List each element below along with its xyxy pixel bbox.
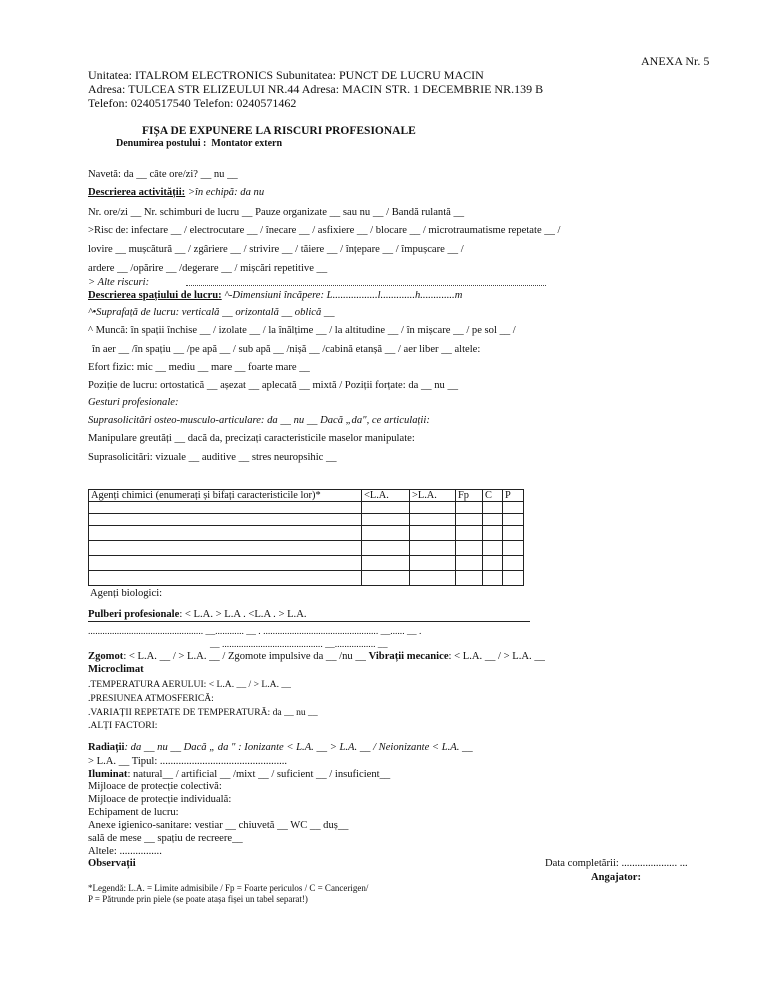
microclimate-label: Microclimat [88, 664, 144, 675]
other-factors-line: .ALȚI FACTORI: [88, 720, 158, 731]
hours-line: Nr. ore/zi __ Nr. schimburi de lucru __ Pauze organizate __ sau nu __ / Bandă rulantă __ [88, 207, 465, 218]
space-line: Descrierea spațiului de lucru: ^-Dimensiuni încăpere: L.................l.............h.............m [88, 290, 463, 301]
table-row [89, 514, 524, 526]
col-p: P [503, 490, 524, 502]
observations-label: Observații [88, 858, 136, 869]
radiation-line-2: > L.A. __ Tipul: ................................................ [88, 756, 288, 767]
table-row [89, 526, 524, 541]
col-below-la: <L.A. [362, 490, 410, 502]
dust-line-3: __ .......................................... __................. __ [210, 639, 388, 650]
dining-line: sală de mese __ spațiu de recreere__ [88, 833, 243, 844]
other-risks-dotline [186, 285, 546, 286]
temp-line: .TEMPERATURA AERULUI: < L.A. __ / > L.A. __ [88, 679, 291, 690]
dust-line-2: ................................................ __............ __ . ................................................ __...... __ . [88, 626, 422, 637]
table-header-row [89, 490, 524, 502]
col-above-la: >L.A. [410, 490, 456, 502]
dust-underline [88, 621, 530, 622]
employer-label: Angajator: [591, 872, 642, 883]
table-row [89, 571, 524, 586]
risk-line-2: lovire __ mușcătură __ / zgâriere __ / strivire __ / tăiere __ / înțepare __ / împușcare __ / [88, 244, 464, 255]
chemical-agents-table [88, 489, 524, 586]
other-risks: > Alte riscuri: [88, 277, 150, 288]
temp-variation-line: .VARIAȚII REPETATE DE TEMPERATURĂ: da __ nu __ [88, 707, 318, 718]
work-line-2: în aer __ /în spațiu __ /pe apă __ / sub apă __ /nișă __ /cabină etanșă __ / aer liber __ altele: [92, 344, 481, 355]
legend-line-2: P = Pătrunde prin piele (se poate atașa fișei un tabel separat!) [88, 894, 308, 904]
header-address: Adresa: TULCEA STR ELIZEULUI NR.44 Adresa: MACIN STR. 1 DECEMBRIE NR.139 B [88, 82, 544, 96]
header-phone: Telefon: 0240517540 Telefon: 0240571462 [88, 96, 297, 110]
col-agents: Agenți chimici (enumerați și bifați caracteristicile lor)* [89, 490, 362, 502]
table-row [89, 541, 524, 556]
effort-line: Efort fizic: mic __ mediu __ mare __ foarte mare __ [88, 362, 310, 373]
position-line: Poziție de lucru: ortostatică __ așezat __ aplecată __ mixtă / Poziții forțate: da __ nu __ [88, 380, 459, 391]
surface-line: ^•Suprafață de lucru: verticală __ orizontală __ oblică __ [88, 307, 335, 318]
annex-number: ANEXA Nr. 5 [641, 54, 710, 68]
table-row [89, 502, 524, 514]
noise-line: Zgomot: < L.A. __ / > L.A. __ / Zgomote impulsive da __ /nu __ Vibrații mecanice: < L.A. __ / > L.A. __ [88, 651, 545, 662]
sanitary-annexes: Anexe igienico-sanitare: vestiar __ chiuvetă __ WC __ duș__ [88, 820, 349, 831]
individual-protection: Mijloace de protecție individuală: [88, 794, 232, 805]
weights-line: Manipulare greutăți __ dacă da, precizați caracteristicile maselor manipulate: [88, 433, 415, 444]
collective-protection: Mijloace de protecție colectivă: [88, 781, 222, 792]
overload2-line: Suprasolicitări: vizuale __ auditive __ stres neuropsihic __ [88, 452, 337, 463]
col-fp: Fp [456, 490, 483, 502]
post-name: Denumirea postului : Montator extern [116, 138, 283, 149]
activity-line: Descrierea activității: >în echipă: da nu [88, 187, 265, 198]
completion-date: Data completării: ..................... ... [545, 858, 688, 869]
bio-agents: Agenți biologici: [90, 588, 163, 599]
overload-line: Suprasolicitări osteo-musculo-articulare: da __ nu __ Dacă „da", ce articulații: [88, 415, 430, 426]
lighting-line: Iluminat: natural__ / artificial __ /mixt __ / suficient __ / insuficient__ [88, 769, 391, 780]
risk-line-1: >Risc de: infectare __ / electrocutare __ / înecare __ / asfixiere __ / blocare __ / microtraumatisme repetate __ / [88, 225, 561, 236]
page-title: FIȘA DE EXPUNERE LA RISCURI PROFESIONALE [142, 125, 416, 137]
work-line-1: ^ Muncă: în spații închise __ / izolate __ / la înălțime __ / la altitudine __ / în mișcare __ / pe sol __ / [88, 325, 516, 336]
radiation-line: Radiații: da __ nu __ Dacă „ da " : Ionizante < L.A. __ > L.A. __ / Neionizante < L.A. __ [88, 742, 473, 753]
header-unit: Unitatea: ITALROM ELECTRONICS Subunitatea: PUNCT DE LUCRU MACIN [88, 68, 484, 82]
dust-line: Pulberi profesionale: < L.A. > L.A . <L.A . > L.A. [88, 609, 307, 620]
legend-line-1: *Legendă: L.A. = Limite admisibile / Fp = Foarte periculos / C = Cancerigen/ [88, 883, 369, 893]
col-c: C [483, 490, 503, 502]
naveta-line: Navetă: da __ câte ore/zi? __ nu __ [88, 169, 238, 180]
work-equipment: Echipament de lucru: [88, 807, 179, 818]
table-row [89, 556, 524, 571]
others-line: Altele: ................ [88, 846, 162, 857]
gestures-line: Gesturi profesionale: [88, 397, 179, 408]
risk-line-3: ardere __ /opărire __ /degerare __ / mișcări repetitive __ [88, 263, 328, 274]
pressure-line: .PRESIUNEA ATMOSFERICĂ: [88, 693, 214, 704]
